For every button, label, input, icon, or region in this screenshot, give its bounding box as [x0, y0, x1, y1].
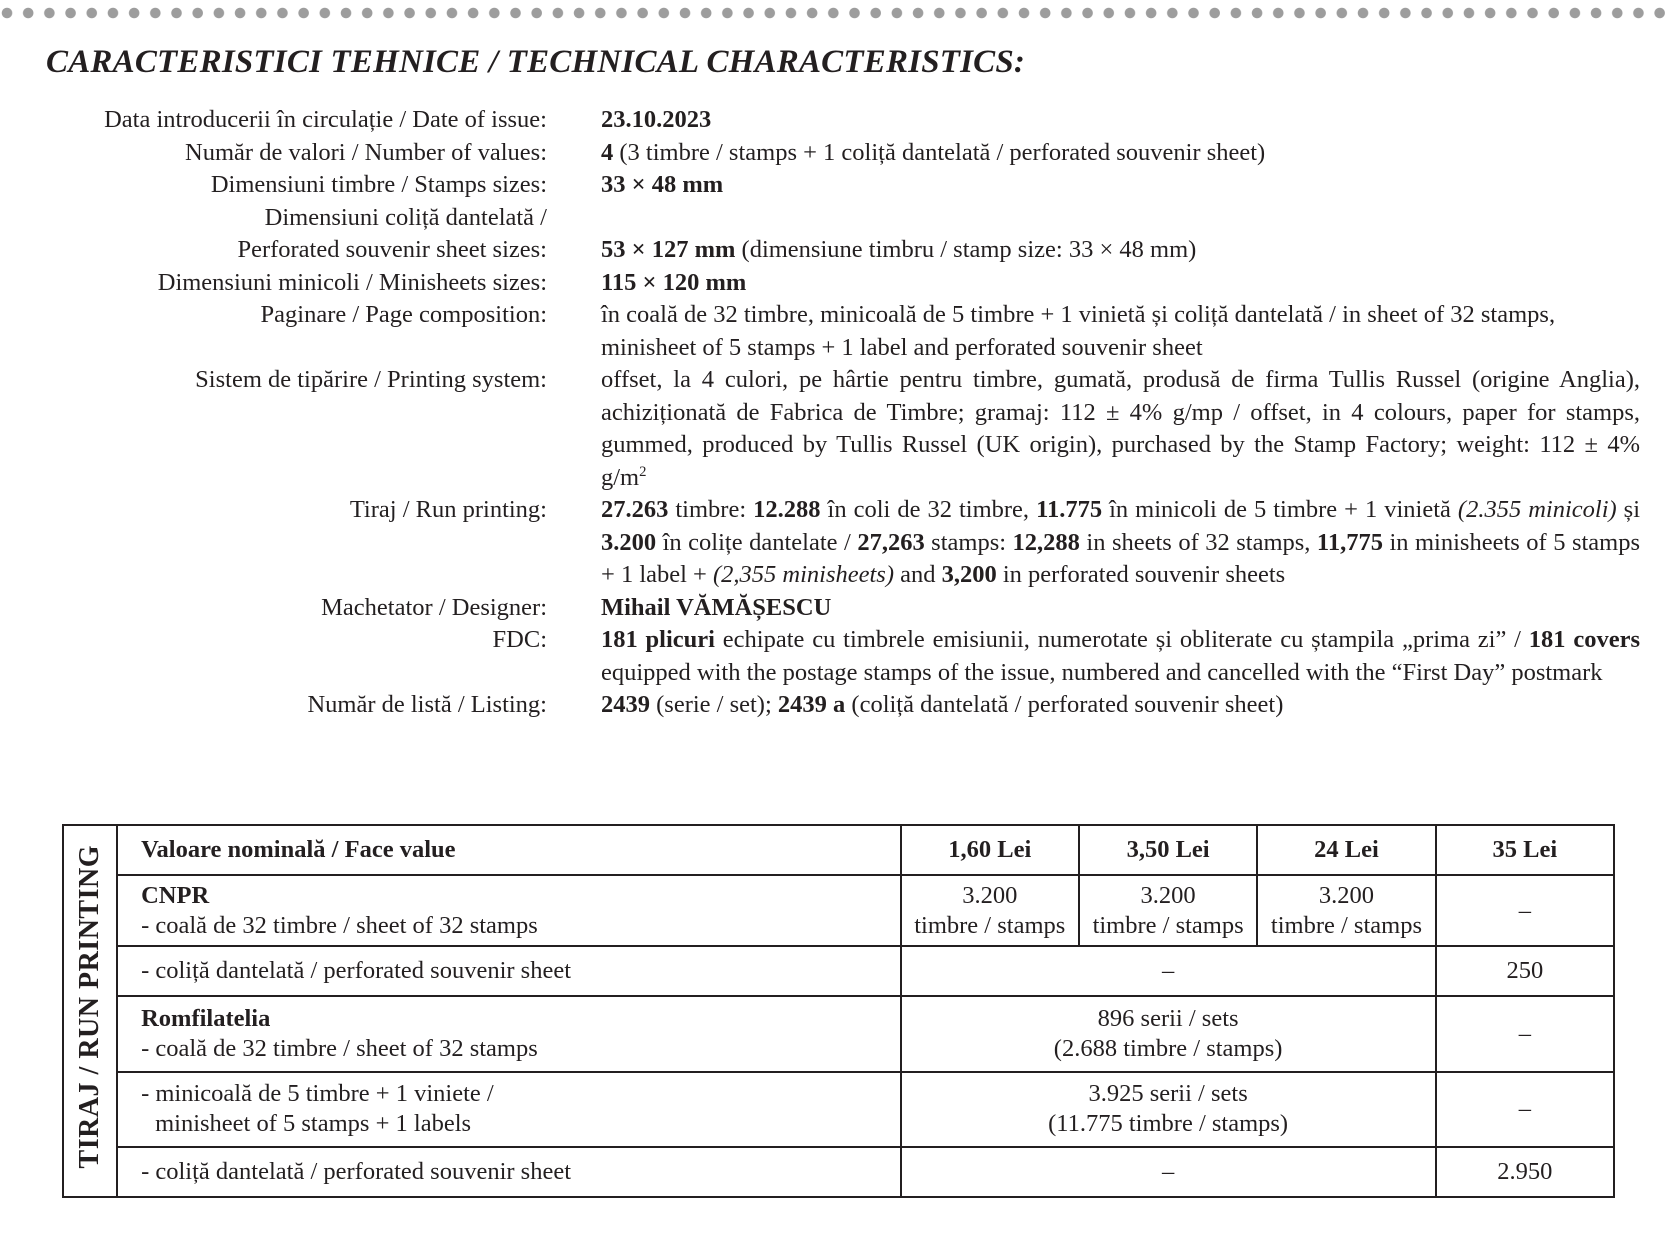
spec-value: 33 × 48 mm — [601, 171, 724, 198]
spec-row-printing-system — [40, 364, 1640, 494]
table-row-cnpr-souvenir — [63, 946, 1614, 996]
spec-row-issue-date — [40, 104, 1640, 137]
cell-quantity: 3.200 — [1140, 881, 1196, 909]
cell-merged: – — [901, 1147, 1436, 1197]
cell-merged: – — [901, 946, 1436, 996]
table-row-rom-minisheet — [63, 1072, 1614, 1147]
cell-value: – — [1436, 1072, 1614, 1147]
cell-value: 250 — [1436, 946, 1614, 996]
table-header-row — [63, 825, 1614, 875]
run-souvenir-en: 3,200 — [941, 561, 997, 588]
fdc-count-en: 181 covers — [1528, 626, 1640, 653]
cell-quantity: 3.200 — [1318, 881, 1375, 909]
run-minisheets-ro: 11.775 — [1036, 496, 1103, 523]
face-value-4: 35 Lei — [1436, 825, 1614, 875]
spec-label: Număr de listă / Listing: — [307, 691, 547, 718]
run-text: în coli de 32 timbre, — [820, 496, 1037, 523]
run-minisheets-en: 11,775 — [1316, 528, 1383, 556]
table-row-rom-sheet — [63, 996, 1614, 1071]
run-sheets-en: 12,288 — [1012, 528, 1080, 556]
spec-row-values — [40, 137, 1640, 170]
cell-unit: timbre / stamps — [1270, 911, 1422, 939]
listing-text: (serie / set); — [650, 691, 778, 718]
spec-label: Perforated souvenir sheet sizes: — [237, 236, 547, 263]
superscript: 2 — [639, 463, 647, 480]
run-text: în colițe dantelate / — [656, 528, 858, 556]
spec-label: Paginare / Page composition: — [260, 301, 547, 328]
technical-specs — [40, 104, 1640, 722]
cell-value: – — [1436, 996, 1614, 1071]
run-minisheet-count-ro: (2.355 minicoli) — [1457, 496, 1617, 523]
spec-value-text: offset, la 4 culori, pe hârtie pentru timbre, gumată, produsă de firma Tullis Russel (origine Anglia), achiziționată de Fabrica de Timbre; gramaj: 112 ± 4% g/mp / offset, in 4 colours, paper for stamps, gummed, produced by Tullis Russel (UK origin), purchased by the Stamp Factory; weight: 112 ± 4% g/m — [601, 366, 1640, 491]
spec-label: Sistem de tipărire / Printing system: — [195, 366, 547, 393]
row-description: minisheet of 5 stamps + 1 labels — [155, 1110, 472, 1138]
row-description: - coliță dantelată / perforated souvenir sheet — [117, 946, 901, 996]
spec-row-minisheet-sizes — [40, 267, 1640, 300]
spec-row-stamp-sizes — [40, 169, 1640, 202]
face-value-label: Valoare nominală / Face value — [117, 825, 901, 875]
listing-text: (coliță dantelată / perforated souvenir sheet) — [845, 691, 1284, 718]
row-description: - coală de 32 timbre / sheet of 32 stamps — [141, 911, 538, 939]
spec-row-listing — [40, 689, 1640, 722]
run-minisheet-count-en: (2,355 minisheets) — [713, 561, 894, 588]
spec-value: 115 × 120 mm — [601, 268, 747, 296]
spec-row-page-composition — [40, 299, 1640, 364]
run-text: in perforated souvenir sheets — [996, 561, 1286, 588]
spec-label: Dimensiuni timbre / Stamps sizes: — [210, 171, 547, 198]
run-text: în minicoli de 5 timbre + 1 vinietă — [1102, 496, 1458, 523]
row-description: - minicoală de 5 timbre + 1 viniete / — [141, 1080, 494, 1108]
table-row-rom-souvenir — [63, 1147, 1614, 1197]
run-text: in sheets of 32 stamps, — [1079, 528, 1317, 556]
run-text: in minisheets of 5 stamps + 1 label + — [601, 528, 1640, 588]
spec-row-sheet-sizes-b — [40, 234, 1640, 267]
spec-value-text: (3 timbre / stamps + 1 coliță dantelată / perforated souvenir sheet) — [613, 138, 1266, 166]
listing-number: 2439 — [601, 691, 650, 718]
face-value-3: 24 Lei — [1257, 825, 1435, 875]
spec-label: Tiraj / Run printing: — [349, 496, 547, 523]
spec-label: Machetator / Designer: — [321, 593, 547, 621]
spec-label: Dimensiuni minicoli / Minisheets sizes: — [157, 268, 547, 296]
run-text: și — [1616, 496, 1641, 523]
run-text: timbre: — [668, 496, 754, 523]
face-value-1: 1,60 Lei — [901, 825, 1079, 875]
row-title: Romfilatelia — [141, 1005, 271, 1033]
cell-value: 2.950 — [1436, 1147, 1614, 1197]
spec-value-bold: 4 — [601, 138, 614, 166]
run-printing-table — [62, 824, 1615, 1198]
spec-row-designer — [40, 592, 1640, 625]
spec-value: în coală de 32 timbre, minicoală de 5 timbre + 1 vinietă și coliță dantelată / in sheet of 32 stamps, minisheet of 5 stamps + 1 label and perforated souvenir sheet — [601, 301, 1556, 361]
cell-stamps: (11.775 timbre / stamps) — [1048, 1110, 1289, 1138]
spec-label: Număr de valori / Number of values: — [185, 138, 547, 166]
cell-sets: 896 serii / sets — [1097, 1005, 1239, 1033]
cell-quantity: 3.200 — [962, 881, 1018, 909]
cell-unit: timbre / stamps — [1092, 911, 1244, 939]
row-title: CNPR — [141, 881, 210, 909]
cell-sets: 3.925 serii / sets — [1088, 1080, 1248, 1108]
run-text: and — [894, 561, 942, 588]
run-total-en: 27,263 — [857, 528, 925, 556]
face-value-2: 3,50 Lei — [1079, 825, 1257, 875]
page-title: CARACTERISTICI TEHNICE / TECHNICAL CHARACTERISTICS: — [46, 44, 1026, 80]
run-souvenir-ro: 3.200 — [601, 528, 657, 556]
listing-number-sheet: 2439 a — [777, 691, 846, 718]
spec-value-text: (dimensiune timbru / stamp size: 33 × 48 mm) — [735, 236, 1197, 263]
spec-value: 23.10.2023 — [601, 106, 712, 133]
cell-stamps: (2.688 timbre / stamps) — [1053, 1035, 1283, 1063]
spec-row-fdc — [40, 624, 1640, 689]
fdc-text: equipped with the postage stamps of the issue, numbered and cancelled with the “First Day” postmark — [601, 658, 1603, 686]
dotted-divider — [0, 6, 1669, 20]
side-label: TIRAJ / RUN PRINTING — [74, 845, 106, 1169]
spec-row-run-printing — [40, 494, 1640, 592]
spec-label: Data introducerii în circulație / Date of issue: — [104, 106, 547, 133]
cell-unit: timbre / stamps — [914, 911, 1066, 939]
fdc-count-ro: 181 plicuri — [601, 626, 715, 653]
table-row-cnpr-sheet — [63, 875, 1614, 946]
spec-label: Dimensiuni coliță dantelată / — [264, 203, 547, 231]
side-label-cell — [63, 825, 117, 1197]
fdc-text: echipate cu timbrele emisiunii, numerotate și obliterate cu ștampila „prima zi” / — [714, 626, 1529, 653]
spec-value: Mihail VĂMĂȘESCU — [601, 593, 832, 621]
cell-value: – — [1436, 875, 1614, 946]
run-total-ro: 27.263 — [601, 496, 669, 523]
spec-row-sheet-sizes-a — [40, 202, 1640, 235]
spec-label: FDC: — [492, 626, 547, 653]
row-description: - coliță dantelată / perforated souvenir sheet — [117, 1147, 901, 1197]
row-description: - coală de 32 timbre / sheet of 32 stamps — [141, 1035, 538, 1063]
run-text: stamps: — [924, 528, 1013, 556]
spec-value-bold: 53 × 127 mm — [601, 236, 736, 263]
run-sheets-ro: 12.288 — [753, 496, 821, 523]
